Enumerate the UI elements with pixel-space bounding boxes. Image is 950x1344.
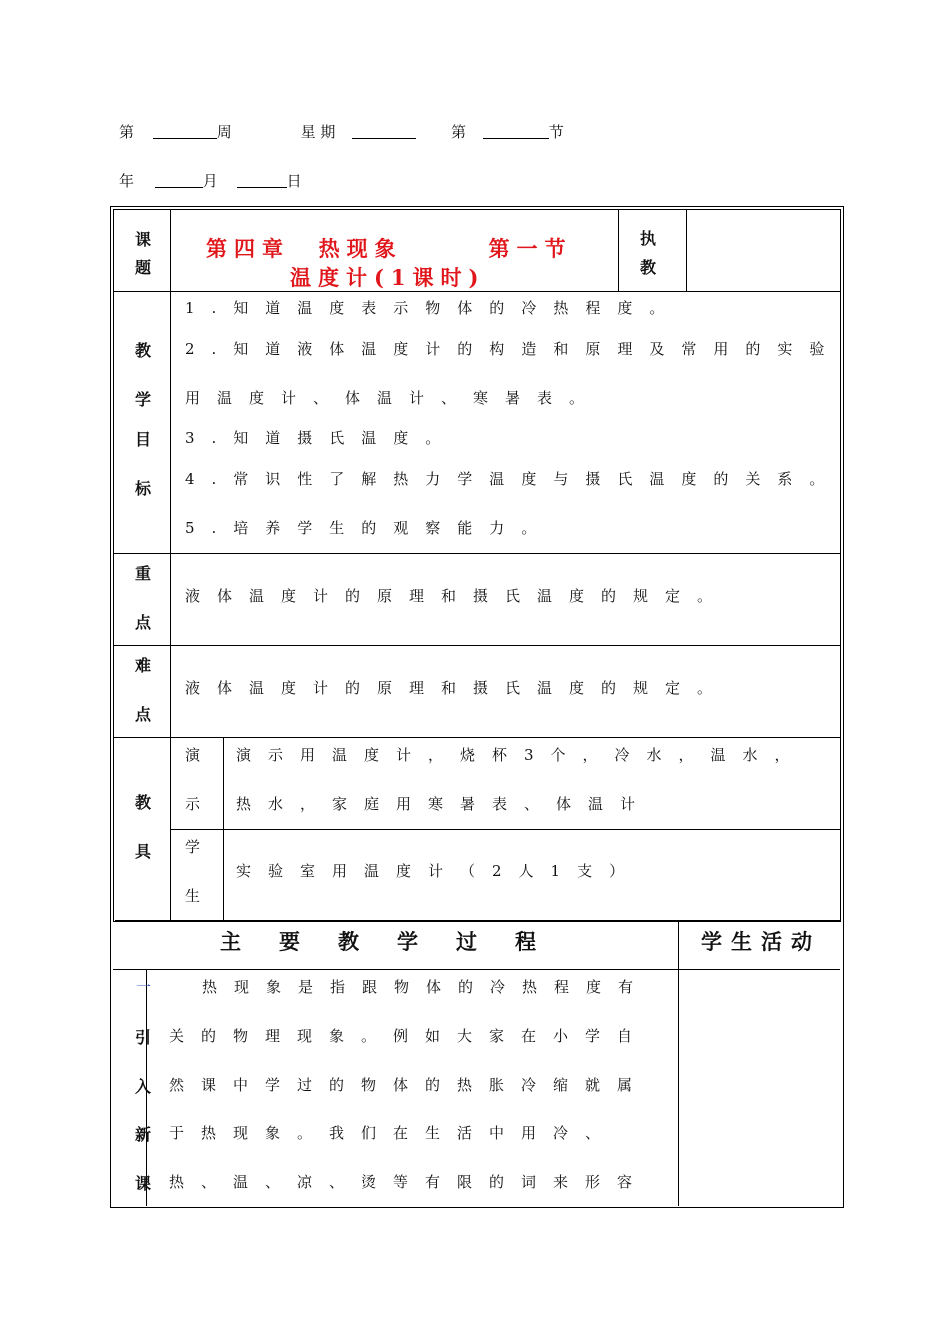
step-label-2: 引 xyxy=(135,1028,152,1047)
objective-item: 1.知道温度表示物体的冷热程度。 xyxy=(185,299,682,317)
student-equipment: 实验室用温度计（2人1支） xyxy=(236,862,642,880)
objectives-label-4: 标 xyxy=(135,479,152,498)
demo-label-1: 演 xyxy=(185,746,201,764)
row-divider xyxy=(170,829,840,830)
lesson-title-line2: 温度计(1课时) xyxy=(290,265,486,290)
week-line xyxy=(119,121,564,142)
key-point-text: 液体温度计的原理和摄氏温度的规定。 xyxy=(185,587,730,605)
week-blank[interactable] xyxy=(153,124,217,139)
objectives-label-1: 教 xyxy=(135,341,152,360)
process-line: 然课中学过的物体的热胀冷缩就属 xyxy=(169,1076,650,1094)
year-label: 年 xyxy=(119,172,135,190)
key-point-label-2: 点 xyxy=(135,613,152,632)
row-divider xyxy=(113,969,840,970)
student-label-2: 生 xyxy=(185,887,201,905)
month-label: 月 xyxy=(202,172,218,190)
day-label: 日 xyxy=(286,172,302,190)
difficulty-label-2: 点 xyxy=(135,705,152,724)
step-label-4: 新 xyxy=(135,1125,152,1144)
objective-item: 2.知道液体温度计的构造和原理及常用的实验 xyxy=(185,340,842,358)
col-divider xyxy=(618,209,619,291)
student-label-1: 学 xyxy=(185,838,201,856)
process-line: 关的物理现象。例如大家在小学自 xyxy=(169,1027,650,1045)
section-suffix: 节 xyxy=(548,123,564,141)
section-prefix: 第 xyxy=(450,123,466,141)
row-divider xyxy=(115,920,841,922)
executor-label-1: 执 xyxy=(640,229,657,248)
demo-equipment-line2: 热水，家庭用寒暑表、体温计 xyxy=(236,795,653,813)
objectives-label-2: 学 xyxy=(135,390,152,409)
col-divider xyxy=(678,921,679,1206)
year-blank[interactable] xyxy=(155,173,203,188)
objective-item: 用温度计、体温计、寒暑表。 xyxy=(185,389,602,407)
demo-label-2: 示 xyxy=(185,795,201,813)
difficulty-text: 液体温度计的原理和摄氏温度的规定。 xyxy=(185,679,730,697)
tools-label-1: 教 xyxy=(135,793,152,812)
process-line: 于热现象。我们在生活中用冷、 xyxy=(169,1124,618,1142)
objective-item: 4.常识性了解热力学温度与摄氏温度的关系。 xyxy=(185,470,842,488)
demo-equipment-line1: 演示用温度计，烧杯3个，冷水，温水， xyxy=(236,746,807,764)
date-line xyxy=(119,170,302,191)
month-blank[interactable] xyxy=(237,173,287,188)
difficulty-label-1: 难 xyxy=(135,656,152,675)
week-suffix: 周 xyxy=(216,123,232,141)
lesson-title-line1: 第四章 热现象 第一节 xyxy=(206,236,573,261)
step-label-3: 入 xyxy=(135,1077,152,1096)
student-activity-header: 学生活动 xyxy=(701,929,821,954)
section-blank[interactable] xyxy=(483,124,549,139)
col-divider xyxy=(223,737,224,920)
process-line: 热现象是指跟物体的冷热程度有 xyxy=(202,978,651,996)
topic-label-2: 题 xyxy=(135,258,152,277)
objective-item: 3.知道摄氏温度。 xyxy=(185,429,458,447)
topic-label-1: 课 xyxy=(135,230,152,249)
col-divider xyxy=(686,209,687,291)
row-divider xyxy=(113,553,840,554)
weekday-blank[interactable] xyxy=(352,124,416,139)
main-process-header: 主要教学过程 xyxy=(220,929,574,954)
weekday-label: 星 期 xyxy=(300,123,336,141)
step-label-1: 一 xyxy=(136,978,152,996)
tools-label-2: 具 xyxy=(135,842,152,861)
week-prefix: 第 xyxy=(119,123,135,141)
col-divider xyxy=(170,209,171,920)
executor-value[interactable] xyxy=(700,240,830,264)
executor-label-2: 教 xyxy=(640,258,657,277)
row-divider xyxy=(113,645,840,646)
process-line: 热、温、凉、烫等有限的词来形容 xyxy=(169,1173,650,1191)
objective-item: 5.培养学生的观察能力。 xyxy=(185,519,554,537)
key-point-label-1: 重 xyxy=(135,564,152,583)
objectives-label-3: 目 xyxy=(135,430,152,449)
step-label-5: 课 xyxy=(135,1174,152,1193)
